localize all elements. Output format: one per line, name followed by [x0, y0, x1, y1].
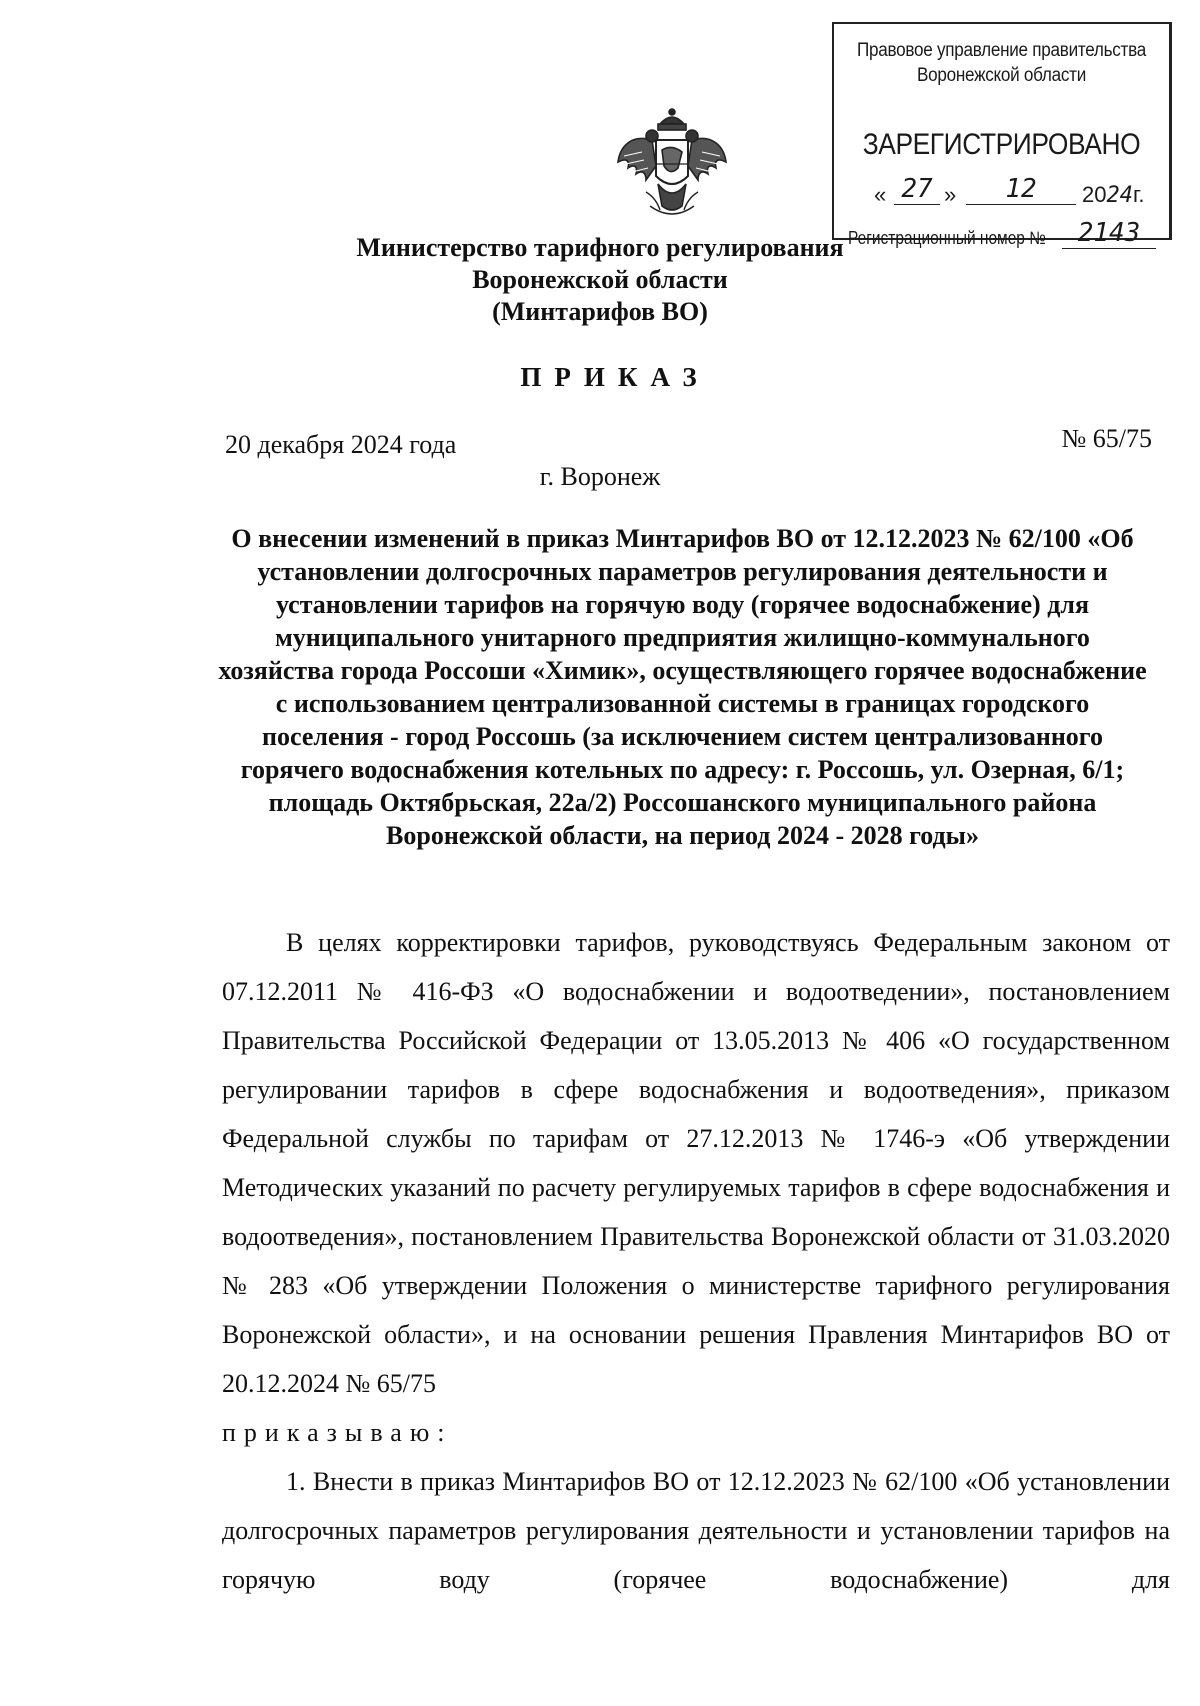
stamp-date-day: 27: [894, 174, 940, 205]
stamp-reg-number-label: Регистрационный номер №: [848, 228, 1046, 248]
item-1-paragraph: 1. Внести в приказ Минтарифов ВО от 12.12.2023 № 62/100 «Об установлении долгосрочных параметров регулирования деятельности и установлении тарифов на горячую воду (горячее водоснабжение) для: [222, 1467, 1170, 1594]
preamble-paragraph: В целях корректировки тарифов, руководствуясь Федеральным законом от 07.12.2011 № 416-ФЗ «О водоснабжении и водоотведении», постановлением Правительства Российской Федерации от 13.05.2013 № 406 «О государственном регулировании тарифов в сфере водоснабжения и водоотведения», приказом Федеральной службы по тарифам от 27.12.2013 № 1746-э «Об утверждении Методических указаний по расчету регулируемых тарифов в сфере водоснабжения и водоотведения», постановлением Правительства Воронежской области от 31.03.2020 № 283 «Об утверждении Положения о министерстве тарифного регулирования Воронежской области», и на основании решения Правления Минтарифов ВО от 20.12.2024 № 65/75: [222, 928, 1170, 1398]
stamp-org-line2: Воронежской области: [916, 65, 1087, 86]
ministry-line3: (Минтарифов ВО): [492, 297, 708, 326]
registration-stamp: [832, 22, 1172, 248]
stamp-year-hand: 24: [1106, 183, 1133, 208]
document-number: № 65/75: [1061, 424, 1152, 453]
stamp-date-year: [1082, 182, 1144, 208]
stamp-reg-number-value: 2143: [1062, 218, 1156, 249]
document-city: г. Воронеж: [539, 462, 661, 491]
stamp-year-prefix: 20: [1082, 182, 1107, 207]
document-type: ПРИКАЗ: [520, 362, 710, 392]
stamp-date-month: 12: [966, 174, 1076, 205]
document-body: [222, 918, 1170, 1604]
stamp-date-open-quote: «: [874, 182, 887, 207]
ministry-name: [0, 232, 1200, 328]
stamp-year-suffix: г.: [1132, 182, 1145, 207]
ministry-line1: Министерство тарифного регулирования: [356, 233, 844, 262]
document-date: 20 декабря 2024 года: [225, 430, 457, 459]
stamp-org-line1: Правовое управление правительства: [857, 40, 1146, 61]
stamp-date: [874, 174, 1154, 210]
stamp-registered-label: ЗАРЕГИСТРИРОВАНО: [862, 128, 1141, 161]
ministry-line2: Воронежской области: [472, 265, 728, 294]
document-subject: О внесении изменений в приказ Минтарифов ВО от 12.12.2023 № 62/100 «Об установлении долгосрочных параметров регулирования деятельности и установлении тарифов на горячую воду (горячее водоснабжение) для муниципального унитарного предприятия жилищно-коммунального хозяйства города Россоши «Химик», осуществляющего горячее водоснабжение с использованием централизованной системы в границах городского поселения - город Россошь (за исключением систем централизованного горячего водоснабжения котельных по адресу: г. Россошь, ул. Озерная, 6/1; площадь Октябрьская, 22а/2) Россошанского муниципального района Воронежской области, на период 2024 - 2028 годы»: [218, 524, 1147, 850]
stamp-date-close-quote: »: [944, 182, 957, 207]
order-word: приказываю:: [222, 1418, 453, 1447]
coat-of-arms-icon: [612, 106, 732, 222]
stamp-organization: [851, 38, 1153, 88]
